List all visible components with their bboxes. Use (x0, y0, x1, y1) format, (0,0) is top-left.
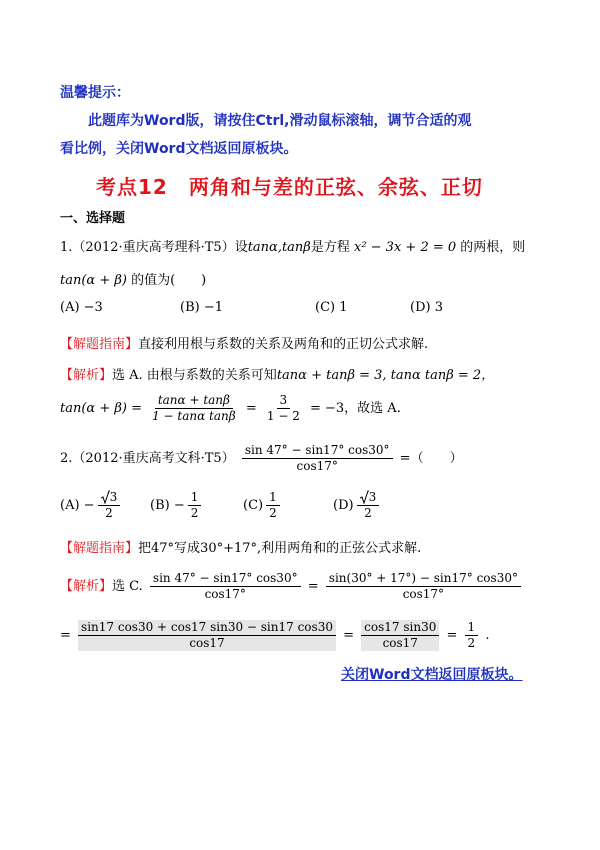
q2-stem (60, 443, 463, 474)
option-fraction (357, 490, 380, 521)
fraction-numerator: 3 (277, 393, 291, 409)
q1-stem-text: 1.（2012·重庆高考理科·T5）设 (60, 240, 248, 255)
q2-analysis (60, 571, 524, 602)
page-title: 考点12 两角和与差的正弦、余弦、正切 (96, 175, 483, 199)
fraction-numerator (98, 490, 121, 506)
tip-line1: 此题库为Word版，请按住Ctrl,滑动鼠标滚轴，调节合适的观 (88, 113, 472, 129)
fraction-denominator: 2 (364, 506, 372, 520)
option-fraction (188, 490, 202, 521)
equals-sign: = (343, 628, 355, 643)
option-fraction (266, 490, 280, 521)
fraction-denominator: 2 (467, 636, 476, 650)
radicand: 3 (109, 490, 118, 504)
q1-formula-result: = −3，故选 A. (309, 401, 401, 416)
option-label: (A) − (60, 498, 95, 513)
q2-analysis-text: 选 C. (112, 579, 143, 594)
equals-sign: = (446, 628, 458, 643)
fraction-numerator: sin 47° − sin17° cos30° (150, 571, 301, 587)
q1-option-d: (D) 3 (410, 300, 443, 315)
q1-stem-text2: 是方程 (310, 240, 350, 255)
fraction-numerator: sin(30° + 17°) − sin17° cos30° (326, 571, 521, 587)
option-label: (D) (333, 498, 354, 513)
q2-line2-fraction1 (78, 620, 336, 651)
q2-analysis-fraction2 (326, 571, 521, 602)
q1-formula-fraction2 (264, 393, 303, 424)
q1-guide-text: 直接利用根与系数的关系及两角和的正切公式求解. (138, 337, 429, 352)
q1-guide-label: 【解题指南】 (60, 337, 139, 352)
q1-analysis-math: tanα + tanβ = 3, tanα tanβ = 2， (276, 368, 495, 383)
q2-stem-text: 2.（2012·重庆高考文科·T5） (60, 451, 235, 466)
q1-stem-math: tanα,tanβ (247, 240, 311, 255)
fraction-numerator: 1 (266, 490, 280, 506)
q1-prompt: 的值为( ) (131, 273, 207, 288)
q1-stem-line2 (60, 269, 206, 288)
tip-line2: 看比例，关闭Word文档返回原板块。 (60, 141, 298, 157)
q1-target-expr: tan(α + β) (60, 273, 127, 288)
q1-equation: x² − 3x + 2 = 0 (353, 240, 457, 255)
fraction-numerator: sin17 cos30 + cos17 sin30 − sin17 cos30 (78, 620, 336, 636)
q2-stem-fraction (242, 443, 393, 474)
q1-stem-text3: 的两根，则 (460, 240, 526, 255)
q2-line2-fraction2 (361, 620, 439, 651)
fraction-denominator: 2 (190, 506, 199, 520)
q2-guide-label: 【解题指南】 (60, 541, 139, 556)
option-fraction (98, 490, 121, 521)
q2-option-a (60, 490, 123, 521)
equals-sign: = (245, 401, 257, 416)
q1-formula (60, 393, 401, 424)
q2-guide (60, 537, 421, 556)
q1-option-b: (B) −1 (180, 300, 223, 315)
q1-analysis (60, 364, 494, 383)
fraction-numerator (357, 490, 380, 506)
q2-option-d (333, 490, 382, 521)
fraction-denominator: cos17 (189, 636, 225, 650)
tip-heading: 温馨提示： (60, 85, 130, 101)
q1-guide (60, 333, 428, 352)
fraction-denominator: 2 (105, 506, 113, 520)
radical-icon (101, 490, 110, 504)
q2-option-b (150, 490, 204, 521)
option-label: (C) (243, 498, 264, 513)
fraction-denominator: cos17° (402, 587, 445, 601)
close-word-return-link[interactable]: 关闭Word文档返回原板块。 (341, 667, 523, 683)
q2-line2-fraction3 (465, 620, 479, 651)
q1-option-c: (C) 1 (315, 300, 348, 315)
q2-option-c (243, 490, 283, 521)
fraction-denominator: cos17 (382, 636, 418, 650)
fraction-numerator: 1 (465, 620, 479, 636)
q2-guide-text: 把47°写成30°+17°,利用两角和的正弦公式求解. (138, 541, 422, 556)
q2-analysis-label: 【解析】 (60, 579, 113, 594)
fraction-denominator: 1 − 2 (266, 409, 300, 423)
fraction-denominator: 2 (269, 506, 277, 520)
fraction-denominator: cos17° (296, 459, 338, 473)
q1-formula-lhs: tan(α + β) = (60, 401, 142, 416)
q1-analysis-label: 【解析】 (60, 368, 113, 383)
fraction-numerator: sin 47° − sin17° cos30° (242, 443, 393, 459)
q1-option-a: (A) −3 (60, 300, 103, 315)
q2-analysis-line2 (60, 620, 489, 651)
fraction-numerator: 1 (188, 490, 202, 506)
q1-formula-fraction1 (149, 393, 239, 424)
radicand: 3 (368, 490, 377, 504)
fraction-numerator: cos17 sin30 (361, 620, 439, 636)
fraction-denominator: cos17° (204, 587, 246, 601)
equals-sign: = (307, 579, 319, 594)
fraction-numerator: tanα + tanβ (155, 393, 233, 409)
fraction-denominator: 1 − tanα tanβ (152, 409, 236, 423)
period: . (485, 628, 490, 643)
section-heading: 一、选择题 (60, 211, 126, 226)
option-label: (B) − (150, 498, 185, 513)
equals-sign: = (60, 628, 71, 643)
q2-analysis-fraction1 (150, 571, 301, 602)
q1-analysis-text: 选 A. 由根与系数的关系可知 (112, 368, 277, 383)
q2-stem-tail: =（ ） (399, 451, 463, 466)
q1-stem (60, 236, 525, 255)
radical-icon (360, 490, 369, 504)
